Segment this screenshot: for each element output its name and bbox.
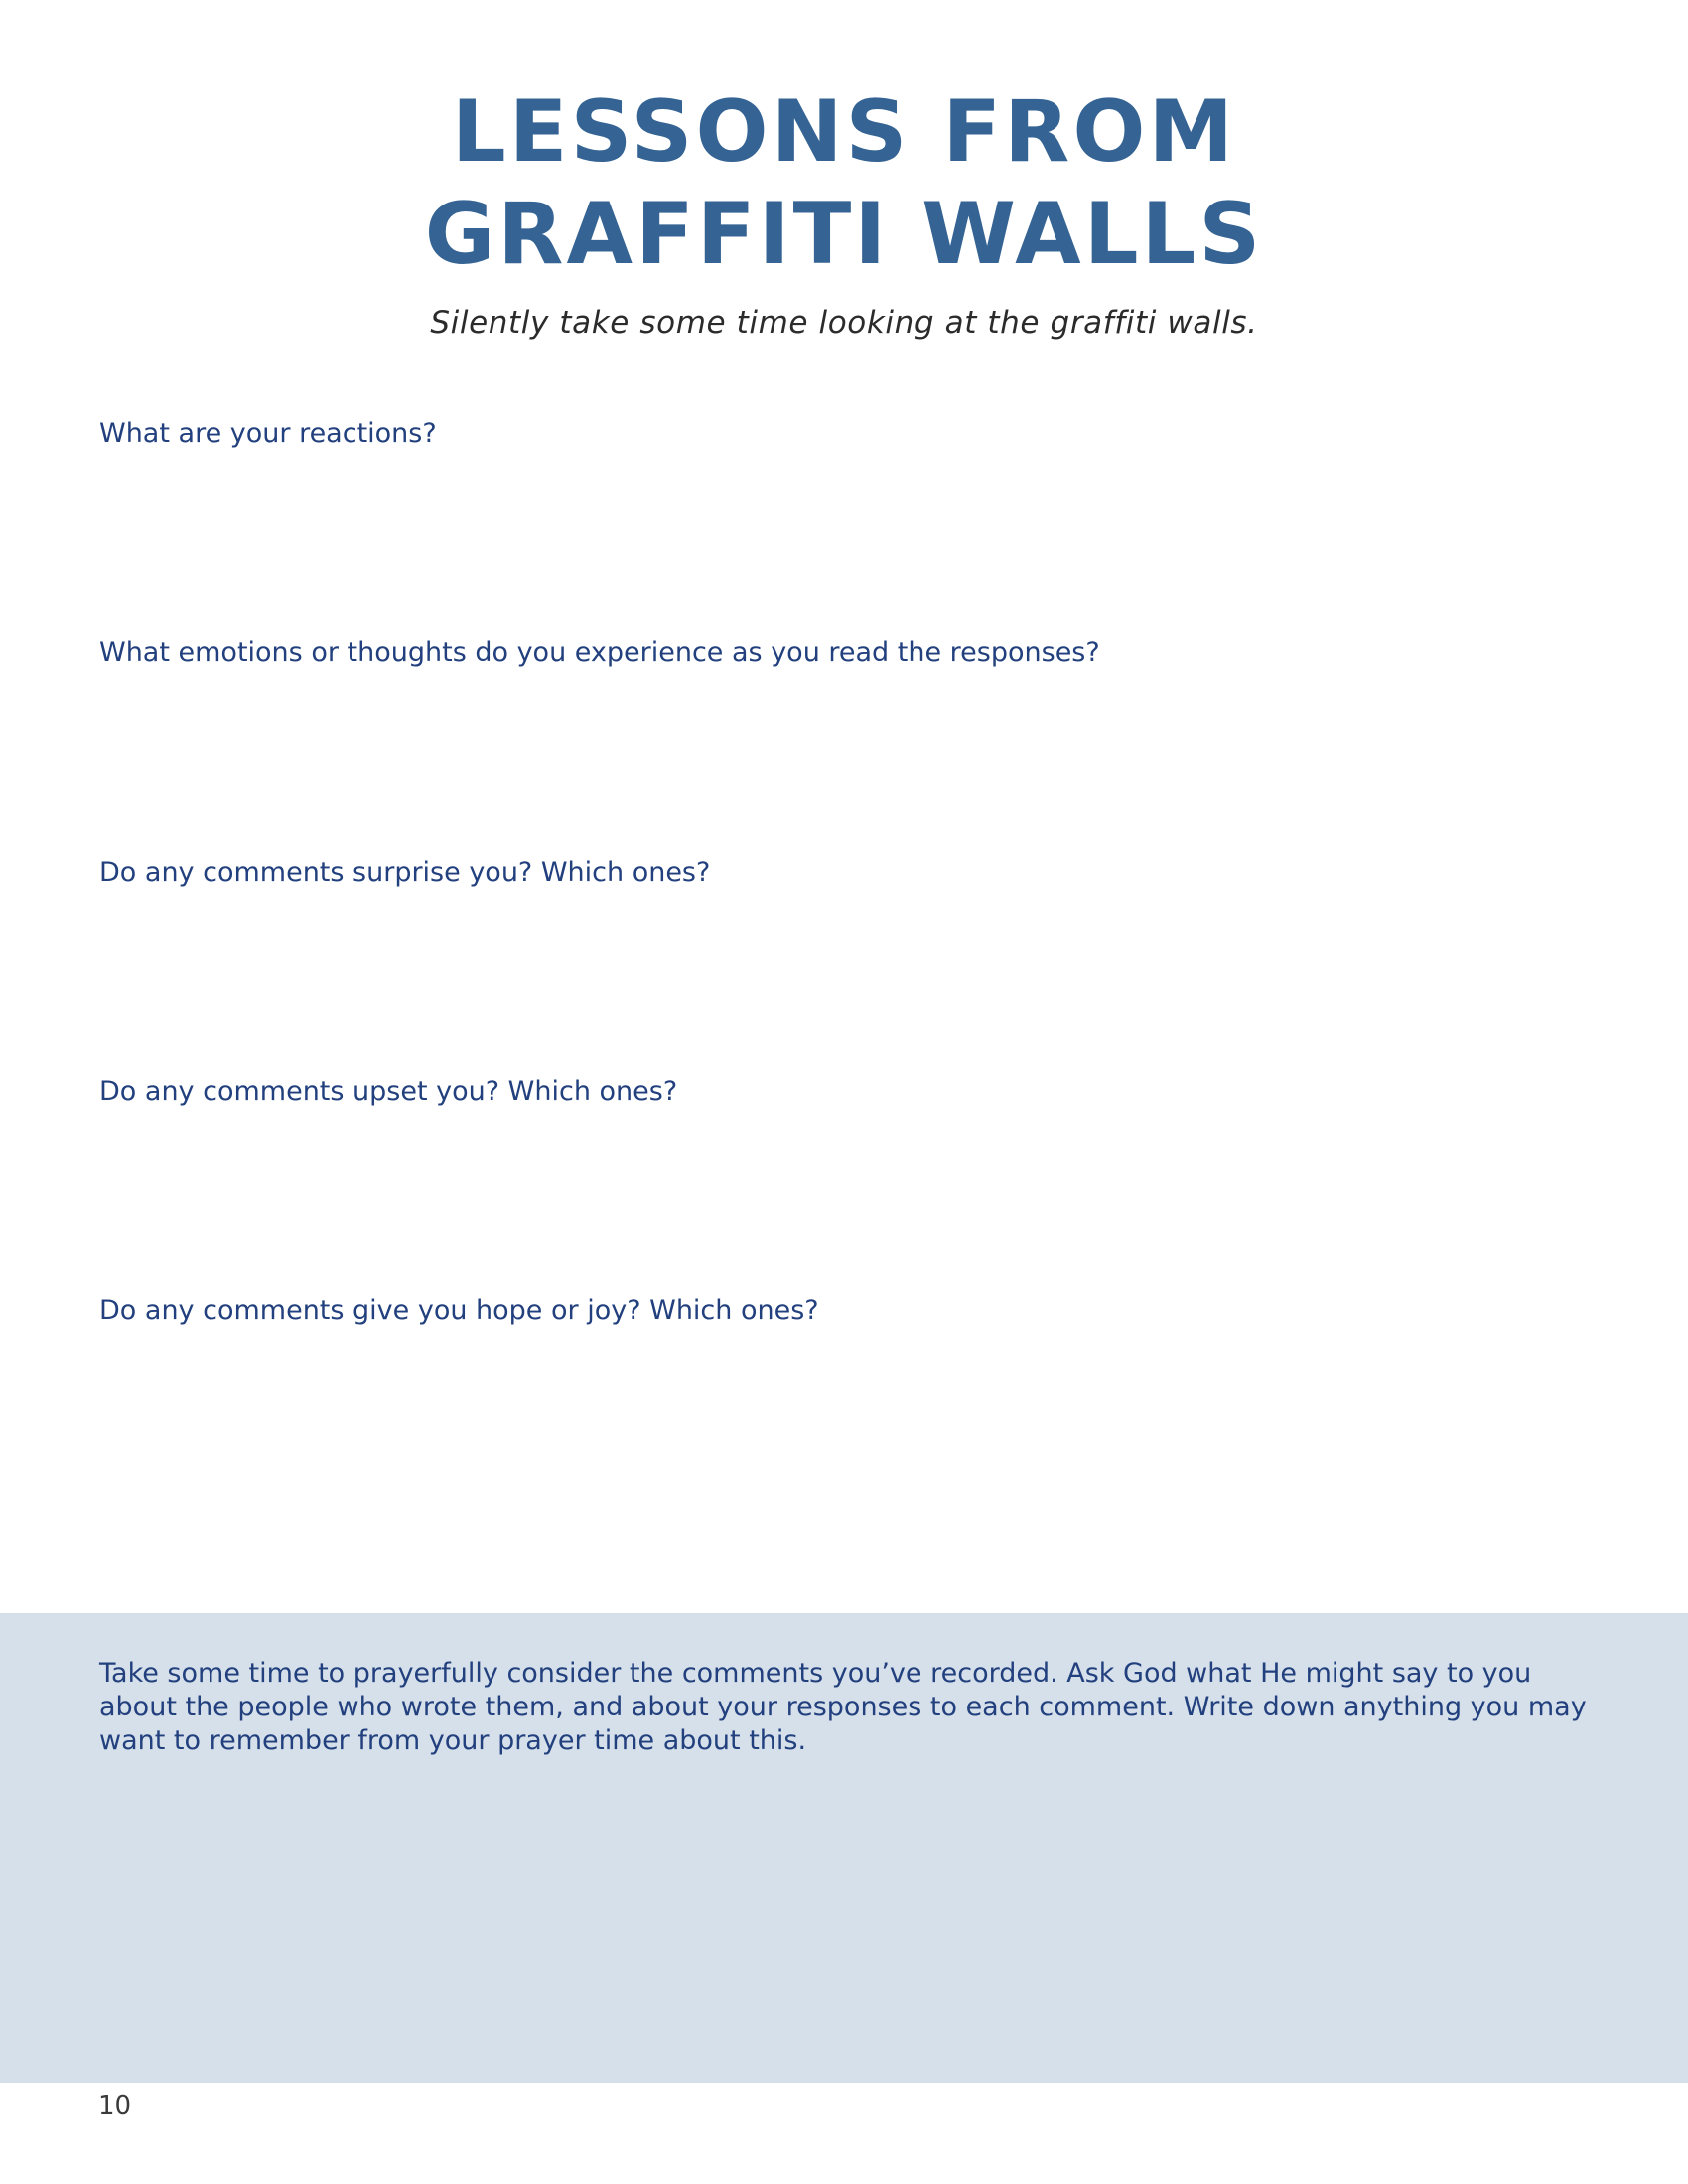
page-title-line-1: LESSONS FROM [451,82,1237,182]
page-subtitle: Silently take some time looking at the graffiti walls. [430,305,1258,341]
prayer-instructions: Take some time to prayerfully consider the comments you’ve recorded. Ask God what He might say to you about the people who wrote them, and about your responses to each comment. Write down anything you may want to remember from your prayer time about this. [99,1658,1587,1756]
question-surprise: Do any comments surprise you? Which ones? [99,857,711,887]
question-hope: Do any comments give you hope or joy? Which ones? [99,1296,819,1326]
page-number: 10 [98,2091,132,2120]
question-upset: Do any comments upset you? Which ones? [99,1076,678,1107]
prayer-reflection-box [0,1613,1688,2083]
page-title [0,81,1688,286]
page-title-line-2: GRAFFITI WALLS [424,185,1264,284]
question-reactions: What are your reactions? [99,418,437,449]
question-emotions: What emotions or thoughts do you experience as you read the responses? [99,637,1100,668]
